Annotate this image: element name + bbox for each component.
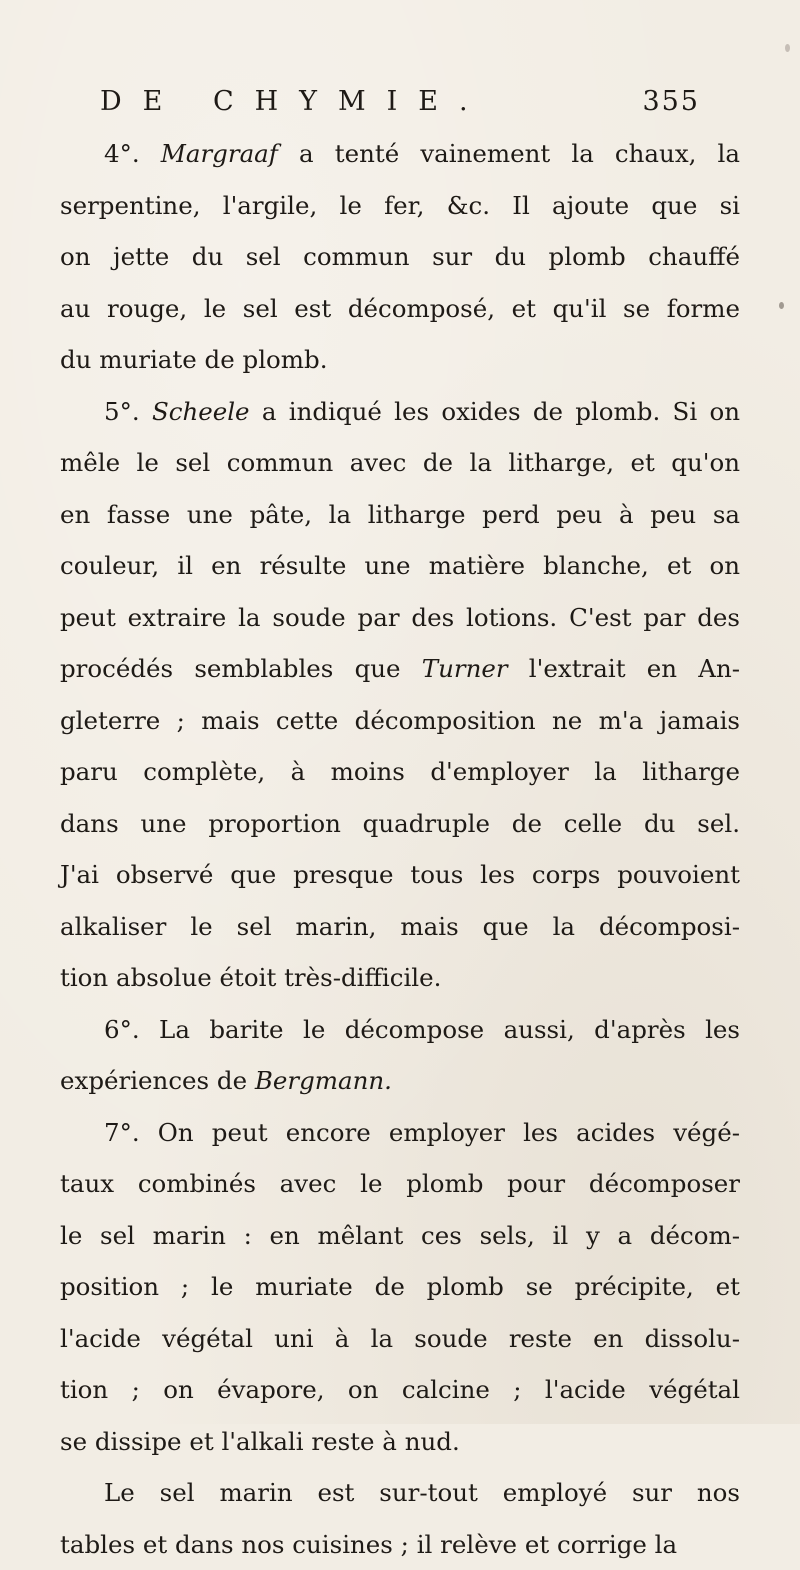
- text-line: couleur, il en résulte une matière blanche, et on: [60, 540, 740, 592]
- text-line: paru complète, à moins d'employer la litharge: [60, 746, 740, 798]
- text-line: du muriate de plomb.: [60, 334, 740, 386]
- text-line: taux combinés avec le plomb pour décomposer: [60, 1158, 740, 1210]
- text-line: 5°. Scheele a indiqué les oxides de plomb. Si on: [60, 386, 740, 438]
- text-line: gleterre ; mais cette décomposition ne m'a jamais: [60, 695, 740, 747]
- paper-speck: [785, 44, 790, 52]
- running-head-title: DE CHYMIE.: [100, 86, 489, 117]
- body-text: [60, 128, 740, 1570]
- running-head: [100, 86, 700, 122]
- text-line: position ; le muriate de plomb se précipite, et: [60, 1261, 740, 1313]
- text-line: tion absolue étoit très-difficile.: [60, 952, 740, 1004]
- text-line: au rouge, le sel est décomposé, et qu'il se forme: [60, 283, 740, 335]
- text-line: mêle le sel commun avec de la litharge, et qu'on: [60, 437, 740, 489]
- text-line: on jette du sel commun sur du plomb chauffé: [60, 231, 740, 283]
- text-line: dans une proportion quadruple de celle du sel.: [60, 798, 740, 850]
- text-line: l'acide végétal uni à la soude reste en dissolu-: [60, 1313, 740, 1365]
- text-line: J'ai observé que presque tous les corps pouvoient: [60, 849, 740, 901]
- italic-name: Bergmann.: [255, 1066, 392, 1095]
- text-line: Le sel marin est sur-tout employé sur nos: [60, 1467, 740, 1519]
- paragraph: [60, 1467, 740, 1570]
- italic-name: Scheele: [152, 397, 250, 426]
- text-line: tion ; on évapore, on calcine ; l'acide végétal: [60, 1364, 740, 1416]
- text-line: alkaliser le sel marin, mais que la décomposi-: [60, 901, 740, 953]
- text-line: 6°. La barite le décompose aussi, d'après les: [60, 1004, 740, 1056]
- paper-spot: [779, 302, 784, 309]
- text-line: procédés semblables que Turner l'extrait en An-: [60, 643, 740, 695]
- paragraph: [60, 386, 740, 1004]
- text-line: serpentine, l'argile, le fer, &c. Il ajoute que si: [60, 180, 740, 232]
- text-line: peut extraire la soude par des lotions. C'est par des: [60, 592, 740, 644]
- paragraph: [60, 1004, 740, 1107]
- text-line: se dissipe et l'alkali reste à nud.: [60, 1416, 740, 1468]
- text-line: expériences de Bergmann.: [60, 1055, 740, 1107]
- text-line: tables et dans nos cuisines ; il relève et corrige la: [60, 1519, 740, 1570]
- page-number: 355: [642, 86, 700, 117]
- text-line: 4°. Margraaf a tenté vainement la chaux, la: [60, 128, 740, 180]
- text-line: le sel marin : en mêlant ces sels, il y a décom-: [60, 1210, 740, 1262]
- paragraph: [60, 1107, 740, 1468]
- italic-name: Turner: [422, 654, 508, 683]
- text-line: 7°. On peut encore employer les acides végé-: [60, 1107, 740, 1159]
- paragraph: [60, 128, 740, 386]
- text-line: en fasse une pâte, la litharge perd peu à peu sa: [60, 489, 740, 541]
- italic-name: Margraaf: [161, 139, 278, 168]
